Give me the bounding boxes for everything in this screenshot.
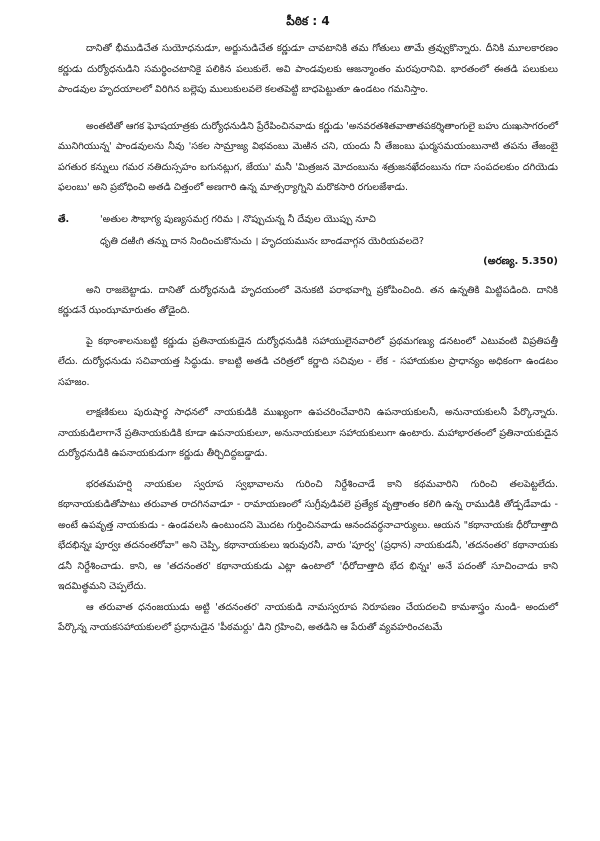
page-title: పీఠిక : 4 (286, 14, 330, 28)
verse-lines (100, 209, 558, 253)
paragraph-2: అంతటితో ఆగక ఘోషయాత్రకు దుర్యోధనుడిని ప్రేరేపించినవాడు కర్ణుడు 'అనవరతశితవాతాతపకర్శితాంగులై బహు దుఃఖసాగరంలో మునిగియున్న' పాండవులను నీవు 'సకల సామ్రాజ్య విభవంబు మెఱిన చని, యందు నీ తేజంబు ఘర్మసమయంబునాటి తపను తేజంబై పగతుర కన్నులు గమర నతిదుస్సహం బగునట్లుగ, జేయు' మనీ 'మిత్రజన మోదంబును శత్రుజనఖేదంబును గదా సంపదలకుం దగియెడు ఫలంబు' అని ప్రబోధించి అతడి చిత్తంలో అణగారి ఉన్న మాత్సర్యాగ్నిని మరొకసారి రగులజేశాడు. (58, 120, 558, 193)
paragraph-1: దానితో భీముడిచేత సుయోధనుడూ, అర్జునుడిచేత కర్ణుడూ చావటానికి తమ గోతులు తామే త్రవ్వుకొన్నారు. దీనికి మూలకారణం కర్ణుడు దుర్యోధనుడిని సమర్థించటానికై పలికిన పలుకులే. అవి పాండవులకు ఆజన్మాంతం మరపురానివి. భారతంలో ఈతడి పలుకులు పాండవుల హృదయాలలో విరిగిన బల్లెపు ములుకులవలె కలతపెట్టి బాధపెట్టుతూ ఉండటం గమనిస్తాం. (58, 43, 558, 95)
verse-reference: (అరణ్య. 5.350) (483, 255, 558, 267)
paragraph-3: అని రాజబెట్టాడు. దానితో దుర్యోధనుడి హృదయంలో వెనుకటి పరాభవాగ్ని ప్రకోపించింది. తన ఉన్నతికి మిట్టిపడింది. దానికి కర్ణుడనే ఝంఝామారుతం తోడైంది. (58, 284, 558, 316)
verse-line-1: 'అతుల సౌభాగ్య పుణ్యసమగ్ర గరిమ । నొప్పుచున్న నీ దేవుల యొప్పు నూచి (100, 213, 376, 225)
paragraph-7: ఆ తరువాత ధనంజయుడు అట్టి 'తదనంతర' నాయకుడి నామస్వరూప నిరూపణం చేయదలచి కామశాస్త్రం నుండి- అందులో పేర్కొన్న నాయకసహాయకులలో ప్రధానుడైన 'పీఠమర్దు' డిని గ్రహించి, అతడిని ఆ పేరుతో వ్యవహరించటమే (58, 601, 558, 633)
verse-meter-mark: తే. (58, 213, 70, 225)
paragraph-4: పై కథాంశాలనుబట్టి కర్ణుడు ప్రతినాయకుడైన దుర్యోధనుడికి సహాయులైనవారిలో ప్రథమగణ్యు డనటంలో ఎటువంటి విప్రతిపత్తీ లేదు. దుర్యోధనుడు సచివాయత్త సిద్ధుడు. కాబట్టి అతడి చరిత్రలో కర్ణాది సచివుల - లేక - సహాయకుల ప్రాధాన్యం అధికంగా ఉండటం సహజం. (58, 335, 558, 388)
paragraph-5: లాక్షణికులు పురుషార్థ సాధనలో నాయకుడికి ముఖ్యంగా ఉపచరించేవారిని ఉపనాయకులనీ, అనునాయకులనీ పేర్కొన్నారు. నాయకుడిలాగానే ప్రతినాయకుడికి కూడా ఉపనాయకులూ, అనునాయకులూ సహాయకులుగా ఉంటారు. మహాభారతంలో ప్రతినాయకుడైన దుర్యోధనుడికి ఉపనాయకుడుగా కర్ణుడు తీర్చిదిద్దబడ్డాడు. (58, 407, 558, 459)
paragraph-6: భరతమహర్షి నాయకుల స్వరూప స్వభావాలను గురించి నిర్దేశించాడే కాని కథమవారిని గురించి తలపెట్టలేదు. కథానాయకుడితోపాటు తరువాత రాదగినవాడూ - రామాయణంలో సుగ్రీవుడివలె ప్రత్యేక వృత్తాంతం కలిగి ఉన్న రాముడికి తోడ్పడేవాడు - అంటే ఉపవృత్త నాయకుడు - ఉండవలసి ఉంటుందని మొదట గుర్తించినవాడు ఆనందవర్ధనాచార్యులు. ఆయన "కథానాయకః ధీరోదాత్తాది భేదభిన్నః పూర్వః తదనంతరోవా" అని చెప్పి, కథానాయకులు ఇరువురనీ, వారు 'పూర్వ' (ప్రధాన) నాయకుడనీ, 'తదనంతర' కథానాయకు డనీ నిర్దేశించాడు. కాని, ఆ 'తదనంతర' కథానాయకుడు ఎట్లా ఉంటాలో 'ధీరోదాత్తాది భేద భిన్నః' అనే పదంతో సూచించాడు కాని ఇదమిత్థమని చెప్పలేదు. (58, 478, 558, 592)
verse-line-2: ధృతి దఱిఁగి తన్ను దాన నిందించుకొనుచు । హృదయమునఁ బాండవాగ్గన యెరియవలదె? (100, 235, 424, 247)
verse-block (58, 209, 558, 253)
